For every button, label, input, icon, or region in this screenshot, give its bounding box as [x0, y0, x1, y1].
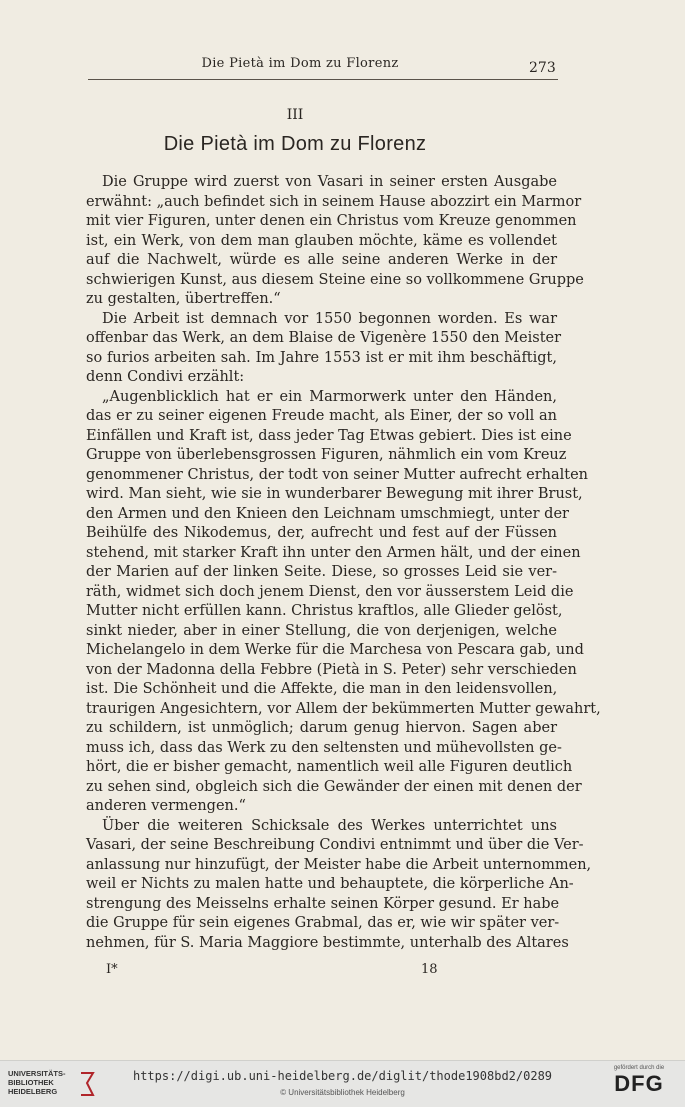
copyright-notice: © Universitätsbibliothek Heidelberg: [280, 1088, 405, 1097]
signature-mark: I*: [106, 962, 118, 977]
dfg-logo-text: DFG: [614, 1071, 664, 1096]
text-line: Die Gruppe wird zuerst von Vasari in seiner ersten Ausgabe: [102, 174, 557, 190]
sheet-number: 18: [421, 962, 438, 977]
library-name-line3: HEIDELBERG: [8, 1087, 58, 1096]
running-head: [0, 56, 685, 80]
text-line: so furios arbeiten sah. Im Jahre 1553 ist er mit ihm beschäftigt,: [86, 349, 557, 366]
text-line: strengung des Meisselns erhalte seinen Körper gesund. Er habe: [86, 895, 560, 912]
text-line: zu sehen sind, obgleich sich die Gewänder der einen mit denen der: [86, 778, 582, 795]
text-line: nehmen, für S. Maria Maggiore bestimmte, unterhalb des Altares: [86, 934, 569, 951]
library-banner: [0, 1060, 685, 1107]
text-line: Beihülfe des Nikodemus, der, aufrecht und fest auf der Füssen: [86, 525, 557, 541]
page-number: 273: [529, 60, 556, 76]
text-line: stehend, mit starker Kraft ihn unter den Armen hält, und der einen: [86, 544, 581, 561]
text-line: muss ich, dass das Werk zu den seltensten und mühevollsten ge-: [86, 739, 562, 756]
text-line: von der Madonna della Febbre (Pietà in S. Peter) sehr verschieden: [86, 661, 577, 678]
text-line: Einfällen und Kraft ist, dass jeder Tag Etwas gebiert. Dies ist eine: [86, 427, 572, 444]
text-line: zu schildern, ist unmöglich; darum genug hiervon. Sagen aber: [86, 720, 557, 736]
text-line: schwierigen Kunst, aus diesem Steine eine so vollkommene Gruppe: [86, 271, 584, 288]
text-line: denn Condivi erzählt:: [86, 369, 245, 385]
text-line: genommener Christus, der todt von seiner Mutter aufrecht erhalten: [86, 466, 589, 483]
funder-note: gefördert durch die: [613, 1065, 665, 1071]
text-line: ist, ein Werk, von dem man glauben möchte, käme es vollendet: [86, 232, 557, 249]
text-line: die Gruppe für sein eigenes Grabmal, das er, wie wir später ver-: [86, 915, 560, 931]
text-line: Vasari, der seine Beschreibung Condivi entnimmt und über die Ver-: [86, 837, 584, 853]
permalink-url[interactable]: https://digi.ub.uni-heidelberg.de/diglit/thode1908bd2/0289: [132, 1069, 553, 1083]
text-line: anderen vermengen.“: [86, 798, 246, 814]
text-line: Über die weiteren Schicksale des Werkes unterrichtet uns: [102, 817, 557, 834]
dfg-logo[interactable]: [600, 1065, 678, 1097]
running-head-title: Die Pietà im Dom zu Florenz: [201, 56, 399, 71]
header-rule: [88, 79, 558, 80]
page-footer: [86, 962, 557, 982]
text-line: weil er Nichts zu malen hatte und behauptete, die körperliche An-: [86, 876, 574, 892]
text-line: der Marien auf der linken Seite. Diese, so grosses Leid sie ver-: [86, 564, 557, 580]
text-line: offenbar das Werk, an dem Blaise de Vigenère 1550 den Meister: [86, 330, 562, 346]
text-line: mit vier Figuren, unter denen ein Christus vom Kreuze genommen: [86, 213, 577, 229]
text-line: Mutter nicht erfüllen kann. Christus kraftlos, alle Glieder gelöst,: [86, 603, 563, 619]
text-line: das er zu seiner eigenen Freude macht, als Einer, der so voll an: [86, 408, 557, 424]
library-name-line1: UNIVERSITÄTS-: [8, 1069, 66, 1078]
library-name-line2: BIBLIOTHEK: [8, 1078, 54, 1087]
text-line: sinkt nieder, aber in einer Stellung, die von derjenigen, welche: [86, 622, 557, 639]
text-line: anlassung nur hinzufügt, der Meister habe die Arbeit unternommen,: [86, 856, 592, 873]
text-line: wird. Man sieht, wie sie in wunderbarer Bewegung mit ihrer Brust,: [86, 486, 583, 502]
text-line: ist. Die Schönheit und die Affekte, die man in den leidensvollen,: [86, 681, 558, 697]
text-line: den Armen und den Knieen den Leichnam umschmiegt, unter der: [86, 505, 569, 522]
chapter-title: Die Pietà im Dom zu Florenz: [163, 133, 427, 155]
body-text: [86, 173, 601, 953]
text-line: räth, widmet sich doch jenem Dienst, den vor äusserstem Leid die: [86, 583, 574, 600]
text-line: „Augenblicklich hat er ein Marmorwerk unter den Händen,: [102, 388, 557, 405]
text-line: auf die Nachwelt, würde es alle seine anderen Werke in der: [86, 252, 557, 268]
text-line: hört, die er bisher gemacht, namentlich weil alle Figuren deutlich: [86, 759, 573, 775]
text-line: Gruppe von überlebensgrossen Figuren, nähmlich ein vom Kreuz: [86, 447, 567, 463]
text-line: zu gestalten, übertreffen.“: [86, 291, 281, 307]
text-line: Die Arbeit ist demnach vor 1550 begonnen worden. Es war: [102, 310, 557, 327]
text-line: erwähnt: „auch befindet sich in seinem Hause abozzirt ein Marmor: [86, 193, 582, 210]
text-line: Michelangelo in dem Werke für die Marchesa von Pescara gab, und: [86, 642, 584, 658]
text-line: traurigen Angesichtern, vor Allem der bekümmerten Mutter gewahrt,: [86, 700, 601, 717]
chapter-number: III: [286, 107, 304, 123]
